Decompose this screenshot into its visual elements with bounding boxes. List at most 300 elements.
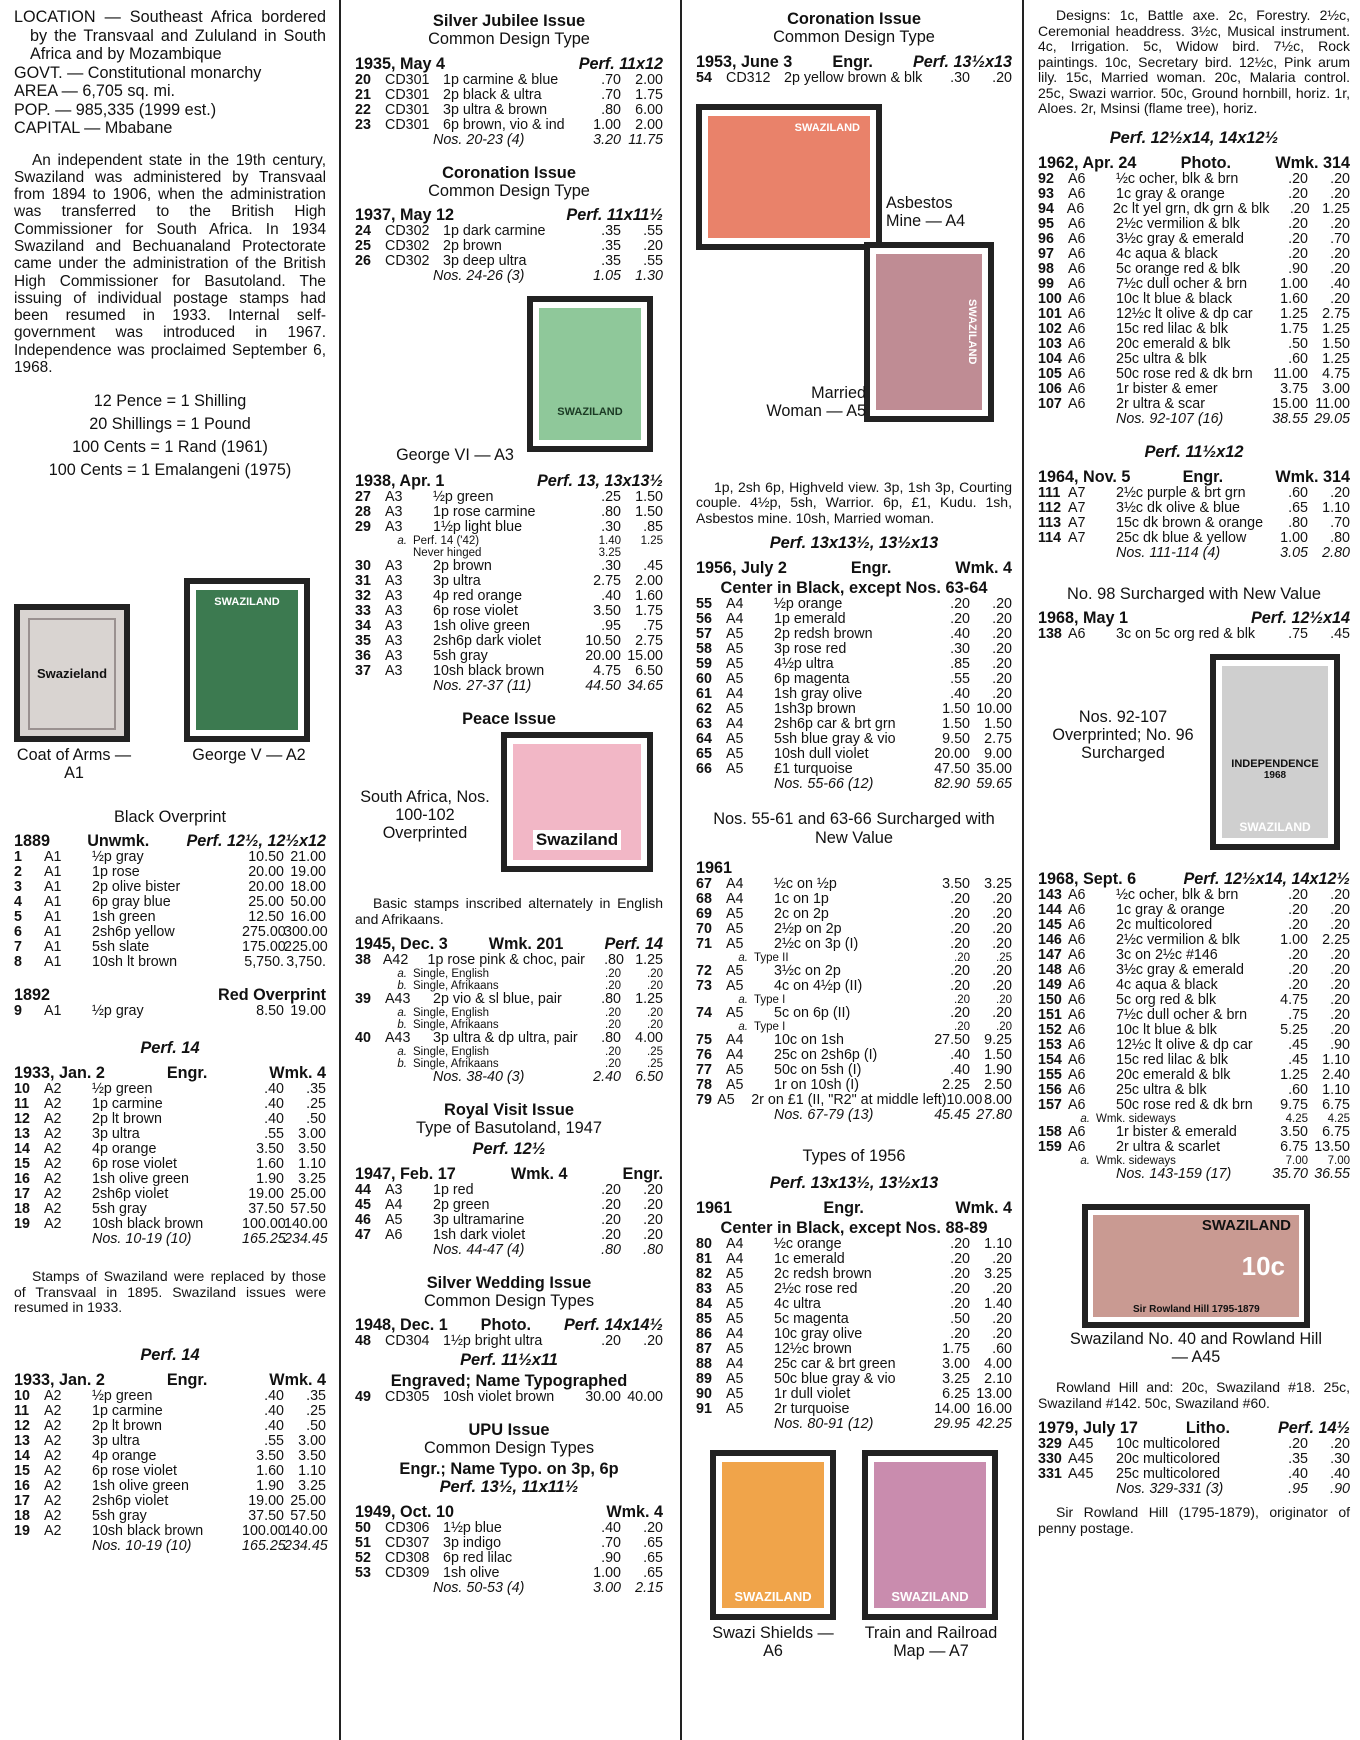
used-total: 234.45	[284, 1537, 328, 1554]
used-value: 7.00	[1327, 1155, 1350, 1167]
design-type: A6	[1068, 260, 1086, 277]
stamp-description: 1r bister & emerald	[1116, 1124, 1237, 1140]
stamp-description: 6p brown, vio & ind	[443, 116, 565, 133]
issue-header	[14, 1371, 326, 1389]
used-value: 3.25	[984, 1265, 1012, 1282]
catalog-number: 156	[1038, 1082, 1062, 1098]
variety-description: Never hinged	[413, 547, 482, 559]
catalog-number: 100	[1038, 290, 1062, 307]
design-type: A45	[1068, 1451, 1094, 1467]
currency-line: 20 Shillings = 1 Pound	[89, 415, 251, 434]
unused-value: 1.60	[256, 1156, 284, 1173]
total-row	[355, 1070, 663, 1085]
used-value: 2.00	[635, 573, 663, 589]
variety-letter: b.	[397, 1019, 407, 1031]
design-type: A6	[1068, 1097, 1086, 1113]
catalog-number: 74	[696, 1005, 712, 1021]
catalog-number: 13	[14, 1432, 30, 1449]
stamp-row	[355, 649, 663, 664]
intro-text: An independent state in the 19th century, Swaziland was administered by Transvaal from 1894 to 1906, when the administration was transferred to the British High Commissioner for South Africa. In 1934 Swaziland and Bechuanaland Protectorate came under the administration of the British High Commissioner for Basutoland. The issuing of individual postage stamps had been resumed in 1933. Internal self-government was introduced in 1967. Independence was proclaimed September 6, 1968.	[14, 151, 326, 377]
catalog-number: 91	[696, 1400, 712, 1417]
catalog-number: 107	[1038, 395, 1062, 412]
variety-description: Type I	[754, 994, 786, 1006]
catalog-number: 70	[696, 921, 712, 937]
used-value: .20	[1330, 484, 1350, 501]
stamp-rows	[14, 1004, 326, 1019]
issue-header	[696, 53, 1012, 71]
stamp-rows	[1038, 1437, 1350, 1482]
unused-value: .20	[1288, 887, 1308, 903]
design-type: A6	[1068, 1139, 1086, 1155]
catalog-number: 143	[1038, 887, 1062, 903]
note-1895: Stamps of Swaziland were replaced by those of Transvaal in 1895. Swaziland issues were resumed in 1933.	[14, 1268, 326, 1316]
stamp-row	[14, 1157, 326, 1172]
stamp-description: 2r ultra & scar	[1116, 395, 1205, 412]
catalog-number: 38	[355, 952, 371, 968]
stamp-description: 5c on 6p (II)	[774, 1005, 851, 1021]
stamp-row	[696, 717, 1012, 732]
total-row	[696, 1417, 1012, 1432]
used-value: .20	[1330, 290, 1350, 307]
used-value: 1.25	[640, 535, 663, 547]
used-value: 1.50	[984, 1047, 1012, 1063]
design-type: A6	[1068, 245, 1086, 262]
design-type: A5	[726, 761, 744, 777]
stamp-description: 12½c lt olive & dp car	[1116, 305, 1253, 322]
stamp-row	[696, 762, 1012, 777]
catalog-number: 80	[696, 1235, 712, 1252]
design-type: A4	[726, 1355, 744, 1372]
design-type: A5	[726, 1340, 744, 1357]
stamp-image-independence	[1210, 654, 1340, 850]
catalog-number: 66	[696, 761, 712, 777]
total-label: Nos. 50-53 (4)	[433, 1579, 525, 1596]
used-value: .70	[1330, 230, 1350, 247]
design-type: A45	[1068, 1466, 1094, 1482]
unused-value: 2.25	[942, 1077, 970, 1093]
catalog-number: 15	[14, 1156, 30, 1173]
catalog-number: 69	[696, 906, 712, 922]
unused-value: .20	[950, 1295, 970, 1312]
design-type: A2	[44, 1522, 62, 1539]
catalog-number: 10	[14, 1081, 30, 1098]
unused-total: 3.00	[593, 1579, 621, 1596]
used-value: .20	[992, 1250, 1012, 1267]
stamp-description: 4p orange	[92, 1141, 157, 1158]
stamp-row	[14, 865, 326, 880]
unused-value: .20	[950, 921, 970, 937]
stamp-description: 6p red lilac	[443, 1549, 513, 1566]
unused-value: .30	[950, 69, 970, 86]
design-type: A6	[1068, 365, 1086, 382]
unused-value: .20	[605, 1058, 621, 1070]
used-value: 3.50	[298, 1447, 326, 1464]
catalog-number: 152	[1038, 1022, 1062, 1038]
unused-value: .40	[950, 1047, 970, 1063]
catalog-number: 75	[696, 1032, 712, 1048]
used-value: 3.25	[298, 1477, 326, 1494]
issue-header	[355, 1316, 663, 1334]
used-value: 140.00	[284, 1216, 328, 1233]
variety-letter: a.	[738, 1021, 748, 1033]
unused-value: .55	[264, 1126, 284, 1143]
stamp-row	[1038, 217, 1350, 232]
design-type: A2	[44, 1156, 62, 1173]
unused-value: .20	[950, 906, 970, 922]
design-type: A4	[726, 1235, 744, 1252]
issue-header	[14, 832, 326, 850]
stamp-description: 20c emerald & blk	[1116, 335, 1231, 352]
used-total: .90	[1330, 1481, 1350, 1497]
unused-value: .20	[1288, 947, 1308, 963]
stamp-description: 1c gray & orange	[1116, 902, 1225, 918]
design-type: A3	[385, 588, 403, 604]
stamp-row	[14, 910, 326, 925]
issue-date: 1968, May 1	[1038, 609, 1128, 627]
design-type: A5	[726, 1370, 744, 1387]
stamp-row	[14, 1509, 326, 1524]
used-value: 1.50	[1322, 335, 1350, 352]
design-type: A2	[44, 1402, 62, 1419]
unused-total: 44.50	[585, 678, 621, 694]
stamp-description: 1sh3p brown	[774, 701, 856, 717]
used-value: .20	[992, 611, 1012, 627]
section-heading: Nos. 55-61 and 63-66 Surcharged with New Value	[713, 810, 995, 847]
unused-value: 6.25	[942, 1385, 970, 1402]
stamp-row	[14, 880, 326, 895]
unused-value: .20	[1288, 230, 1308, 247]
design-type: A2	[44, 1081, 62, 1098]
catalog-number: 113	[1038, 514, 1062, 531]
design-type: A3	[385, 489, 403, 505]
stamp-description: 2½p on 2p	[774, 921, 842, 937]
stamp-rows	[696, 71, 1012, 86]
stamp-row	[696, 71, 1012, 86]
stamp-row	[355, 73, 663, 88]
stamp-description: 10c on 1sh	[774, 1032, 844, 1048]
total-row-line	[355, 133, 663, 148]
section-subheading: Type of Basutoland, 1947	[416, 1119, 602, 1137]
stamp-independence-block	[1038, 642, 1350, 864]
unused-value: .20	[954, 994, 970, 1006]
catalog-number: 149	[1038, 977, 1062, 993]
design-type: A45	[1068, 1436, 1094, 1452]
issue-perf: Perf. 14x14½	[564, 1316, 663, 1334]
issue-date: 1953, June 3	[696, 52, 793, 71]
issue-header	[1038, 154, 1350, 172]
caption-a5: Married Woman — A5	[766, 383, 866, 420]
used-value: 2.00	[635, 116, 663, 133]
total-label: Nos. 55-66 (12)	[774, 776, 874, 792]
stamp-row	[355, 559, 663, 574]
unused-value: .45	[1288, 1037, 1308, 1053]
used-value: 16.00	[290, 909, 326, 926]
used-total: 11.75	[628, 131, 663, 148]
used-value: .20	[1330, 260, 1350, 277]
unused-value: .65	[1288, 499, 1308, 516]
stamp-description: 1p rose carmine	[433, 504, 536, 520]
design-type: A6	[1068, 1007, 1086, 1023]
used-value: .20	[992, 921, 1012, 937]
used-value: 2.10	[984, 1370, 1012, 1387]
stamp-row	[696, 1282, 1012, 1297]
stamp-description: 10c lt blue & blk	[1116, 1022, 1217, 1038]
catalog-number: 98	[1038, 260, 1054, 277]
section-heading: Coronation Issue	[442, 163, 576, 182]
section-heading: Silver Wedding Issue	[426, 1273, 592, 1292]
catalog-number: 59	[696, 656, 712, 672]
unused-value: .20	[950, 1325, 970, 1342]
catalog-number: 330	[1038, 1451, 1062, 1467]
unused-value: .80	[601, 101, 621, 118]
unused-total: 45.45	[934, 1107, 970, 1123]
design-type: CD302	[385, 253, 430, 269]
unused-value: .70	[601, 86, 621, 103]
unused-value: .80	[601, 1030, 621, 1046]
stamp-description: ½p orange	[774, 596, 843, 612]
stamps-a4-a5	[696, 86, 1012, 476]
total-label: Nos. 20-23 (4)	[433, 131, 525, 148]
catalog-number: 27	[355, 489, 371, 505]
stamp-description: 10sh dull violet	[774, 746, 869, 762]
stamp-row	[14, 1004, 326, 1019]
stamp-row	[1038, 1038, 1350, 1053]
stamp-description: 1p rose	[92, 864, 140, 881]
issue-date: 1968, Sept. 6	[1038, 870, 1137, 888]
stamp-hill-text: Sir Rowland Hill 1795-1879	[1133, 1304, 1260, 1315]
stamp-description: 10sh violet brown	[443, 1389, 555, 1405]
stamp-row	[696, 1342, 1012, 1357]
stamp-row	[1038, 993, 1350, 1008]
used-value: 2.75	[1322, 305, 1350, 322]
stamp-description: 12½c lt olive & dp car	[1116, 1037, 1253, 1053]
stamp-description: 1sh olive green	[92, 1477, 189, 1494]
design-type: A5	[726, 921, 744, 937]
stamp-row	[355, 589, 663, 604]
catalog-number: 46	[355, 1211, 371, 1228]
used-value: 1.25	[635, 991, 663, 1007]
stamp-description: 1sh green	[92, 909, 156, 926]
stamp-row	[14, 1172, 326, 1187]
used-value: 1.25	[635, 952, 664, 968]
design-type: A5	[726, 963, 744, 979]
unused-value: .20	[1289, 200, 1310, 217]
stamp-description: 50c rose red & dk brn	[1116, 1097, 1253, 1113]
total-label: Nos. 92-107 (16)	[1116, 410, 1224, 427]
stamp-description: 3p ultra	[92, 1432, 140, 1449]
used-value: 11.00	[1315, 395, 1350, 412]
rowland-hill-footer: Sir Rowland Hill (1795-1879), originator of penny postage.	[1038, 1504, 1350, 1536]
used-value: .20	[1330, 1436, 1350, 1452]
stamp-rows	[1038, 172, 1350, 412]
design-type: A5	[717, 1092, 735, 1108]
stamp-row	[1038, 277, 1350, 292]
unused-value: .35	[1288, 1451, 1308, 1467]
section-heading: Royal Visit Issue	[444, 1101, 574, 1119]
total-label: Nos. 27-37 (11)	[433, 678, 532, 694]
design-type: A1	[44, 909, 62, 926]
total-row	[355, 1581, 663, 1596]
used-value: 1.50	[635, 489, 663, 505]
total-label: Nos. 67-79 (13)	[774, 1107, 874, 1123]
used-value: 21.00	[290, 849, 326, 866]
unused-value: .90	[601, 1549, 621, 1566]
issue-date: 1933, Jan. 2	[14, 1370, 105, 1389]
stamp-row	[14, 925, 326, 940]
unused-value: 10.50	[585, 633, 621, 649]
total-row	[355, 269, 663, 284]
stamp-description: 1r bister & emer	[1116, 380, 1218, 397]
unused-value: .50	[950, 1310, 970, 1327]
design-type: A3	[385, 519, 403, 535]
stamp-row	[355, 574, 663, 589]
total-row-line	[1038, 1167, 1350, 1182]
catalog-number: 18	[14, 1507, 30, 1524]
variety-row	[355, 968, 663, 980]
stamp-name-text: SWAZILAND	[734, 1588, 812, 1604]
issue-perf: Perf. 13, 13x13½	[537, 472, 663, 490]
issue-wmk: Wmk. 4	[606, 1502, 663, 1521]
unused-value: 1.40	[598, 535, 621, 547]
catalog-number: 81	[696, 1250, 712, 1267]
stamp-row	[696, 892, 1012, 907]
design-type: A6	[1068, 917, 1086, 933]
stamp-description: 2p brown	[433, 558, 492, 574]
unused-value: .20	[1288, 245, 1308, 262]
design-type: CD308	[385, 1549, 430, 1566]
design-type: A7	[1068, 514, 1086, 531]
stamp-row	[1038, 978, 1350, 993]
section-subheading: Common Design Type	[428, 30, 590, 48]
design-type: A2	[44, 1492, 62, 1509]
total-row	[355, 1243, 663, 1258]
design-type: A6	[1068, 170, 1086, 187]
issue-wmk: Wmk. 4	[510, 1164, 568, 1183]
stamp-description: 2c lt yel grn, dk grn & blk	[1112, 200, 1270, 217]
used-value: 1.25	[1322, 200, 1350, 217]
issue-perf: Perf. 14½	[1278, 1419, 1350, 1437]
unused-total: 82.90	[934, 776, 970, 792]
stamp-row	[1038, 292, 1350, 307]
stamp-row	[14, 1524, 326, 1539]
design-type: A4	[385, 1196, 403, 1213]
used-value: 3,750.	[286, 954, 326, 971]
catalog-number: 157	[1038, 1097, 1062, 1113]
issue-header	[1038, 1419, 1350, 1437]
total-label: Nos. 111-114 (4)	[1116, 544, 1221, 561]
stamp-row	[14, 1082, 326, 1097]
unused-value: .20	[950, 1265, 970, 1282]
design-type: A5	[726, 1062, 744, 1078]
stamp-rows	[355, 490, 663, 535]
stamp-description: 4c on 4½p (II)	[774, 978, 863, 994]
stamp-row	[696, 1387, 1012, 1402]
issue-date: 1935, May 4	[355, 54, 445, 73]
catalog-number: 25	[355, 238, 371, 254]
design-type: A2	[44, 1447, 62, 1464]
design-type: A6	[1068, 1022, 1086, 1038]
catalog-number: 64	[696, 731, 712, 747]
stamp-description: 2r ultra & scarlet	[1116, 1139, 1221, 1155]
stamp-description: 1p carmine	[92, 1096, 163, 1113]
unused-value: .20	[1288, 917, 1308, 933]
column-4	[1038, 8, 1350, 1733]
design-type: A6	[1068, 320, 1086, 337]
used-total: .80	[643, 1241, 663, 1258]
design-type: A6	[1068, 932, 1086, 948]
stamp-image-asbestos-mine	[696, 104, 882, 250]
design-type: A1	[44, 954, 62, 971]
total-row-line	[14, 1539, 326, 1554]
catalog-number: 3	[14, 879, 22, 896]
design-type: A5	[385, 1211, 403, 1228]
stamp-row	[696, 937, 1012, 952]
catalog-number: 1	[14, 849, 22, 866]
stamp-row	[14, 1112, 326, 1127]
stamp-description: 15c red lilac & blk	[1116, 1052, 1229, 1068]
unused-value: 20.00	[248, 879, 284, 896]
variety-letter: a.	[738, 952, 748, 964]
catalog-number: 44	[355, 1181, 371, 1198]
issue-wmk: Wmk. 201	[488, 935, 564, 953]
used-value: 1.10	[298, 1156, 326, 1173]
catalog-number: 106	[1038, 380, 1062, 397]
design-type: A1	[44, 1003, 62, 1020]
stamp-image-coat-of-arms	[14, 604, 130, 742]
issue-wmk: Wmk. 4	[955, 1198, 1012, 1217]
stamp-row	[14, 1202, 326, 1217]
design-type: A1	[44, 849, 62, 866]
catalog-number: 94	[1038, 200, 1054, 217]
stamp-description: 10sh lt brown	[92, 954, 178, 971]
stamp-row	[1038, 888, 1350, 903]
perf-heading: Perf. 11½x12	[1144, 442, 1244, 461]
design-type: A2	[44, 1432, 62, 1449]
used-total: 1.30	[635, 268, 663, 284]
design-type: A6	[1068, 1124, 1086, 1140]
stamp-description: 7½c dull ocher & brn	[1116, 275, 1248, 292]
unused-value: .40	[950, 626, 970, 642]
unused-total: 2.40	[593, 1069, 621, 1085]
catalog-number: 77	[696, 1062, 712, 1078]
stamp-description: 5sh blue gray & vio	[774, 731, 896, 747]
stamp-description: 1c gray & orange	[1116, 185, 1225, 202]
catalog-number: 89	[696, 1370, 712, 1387]
stamp-description: 3½c dk olive & blue	[1116, 499, 1240, 516]
unused-value: 37.50	[248, 1507, 284, 1524]
design-type: A6	[1068, 902, 1086, 918]
design-type: A3	[385, 633, 403, 649]
stamp-rows	[14, 1082, 326, 1232]
meta-capital: CAPITAL — Mbabane	[14, 119, 173, 137]
stamp-description: 2sh6p yellow	[92, 924, 175, 941]
design-type: A4	[726, 1032, 744, 1048]
stamp-rows	[355, 559, 663, 679]
design-type: A5	[726, 936, 744, 952]
issue-date: 1945, Dec. 3	[355, 935, 448, 953]
stamp-description: 5sh gray	[433, 648, 488, 664]
section-heading: Types of 1956	[802, 1147, 906, 1165]
catalog-number: 45	[355, 1196, 371, 1213]
stamp-row	[696, 1312, 1012, 1327]
used-value: .25	[306, 1096, 326, 1113]
stamp-description: 2½c vermilion & blk	[1116, 215, 1240, 232]
design-type: A2	[44, 1216, 62, 1233]
catalog-number: 18	[14, 1201, 30, 1218]
issue-header	[355, 55, 663, 73]
used-value: 8.00	[984, 1092, 1012, 1108]
stamp-row	[355, 1183, 663, 1198]
